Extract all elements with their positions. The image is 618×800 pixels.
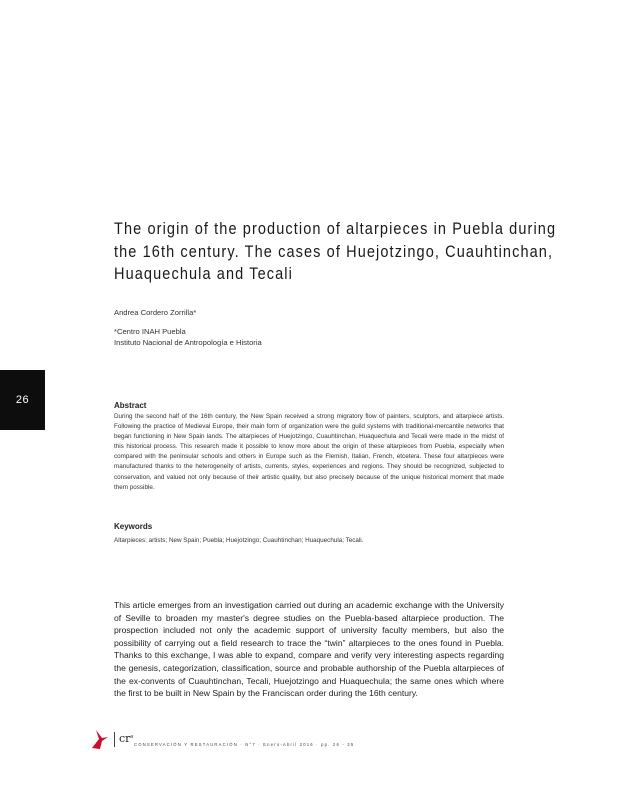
- journal-brand-text: cr: [119, 732, 131, 745]
- keywords-heading: Keywords: [114, 522, 153, 531]
- author-name: Andrea Cordero Zorrilla*: [114, 308, 197, 317]
- page-footer: [90, 728, 510, 750]
- keywords-text: Altarpieces; artists; New Spain; Puebla; Huejotzingo; Cuauhtinchan; Huaquechula; Tecali.: [114, 537, 364, 544]
- affiliation-line: Instituto Nacional de Antropología e Historia: [114, 338, 262, 347]
- footer-divider: [114, 732, 115, 747]
- title-line: Huaquechula and Tecali: [114, 265, 293, 283]
- title-line: the 16th century. The cases of Huejotzingo, Cuauhtinchan,: [114, 242, 554, 261]
- abstract-heading: Abstract: [114, 401, 147, 410]
- journal-brand: [119, 732, 133, 745]
- journal-issue-info: CONSERVACIÓN Y RESTAURACIÓN · N°7 · Enero-Abril 2016 · pp. 26 - 35: [134, 742, 355, 747]
- page-number: 26: [15, 394, 30, 406]
- article-title: [114, 218, 557, 286]
- bird-logo-icon: [90, 728, 110, 750]
- journal-brand-sup: a: [130, 733, 134, 740]
- author-affiliation: [114, 326, 262, 348]
- abstract-text: During the second half of the 16th century, the New Spain received a strong migratory flow of painters, sculptors, and altarpiece artists. Following the practice of Medieval Europe, their main form of organization were the guild systems with traditional-mercantile networks that began functioning in New Spain lands. The altarpieces of Huejotzingo, Cuauhtinchan, Huaquechula and Tecali were made in the midst of this historical process. This research made it possible to know more about the origin of these altarpieces from Puebla, especially when compared with the peninsular schools and others in Europe such as the Flemish, Italian, French, etcetera. These four altarpieces were manufactured thanks to the heterogeneity of artists, currents, styles, experiences and regions. They should be recognized, subjected to conservation, and valued not only because of their artistic quality, but also precisely because of the unique historical moment that made them possible.: [114, 413, 504, 491]
- title-line: The origin of the production of altarpieces in Puebla during: [114, 220, 557, 238]
- page-number-tab: [0, 370, 45, 430]
- article-body-paragraph: This article emerges from an investigation carried out during an academic exchange with the University of Seville to broaden my master's degree studies on the Puebla-based altarpiece production. The prospection included not only the academic support of university faculty members, but also the possibility of carrying out a field research to trace the “twin” altarpieces to the ones found in Puebla. Thanks to this exchange, I was able to expand, compare and verify very interesting aspects regarding the genesis, categorization, classification, source and probable authorship of the Puebla altarpieces of the ex-convents of Cuauhtinchan, Tecali, Huejotzingo and Huaquechula; the same ones which where the first to be built in New Spain by the Franciscan order during the 16th century.: [114, 600, 504, 699]
- affiliation-line: *Centro INAH Puebla: [114, 327, 186, 336]
